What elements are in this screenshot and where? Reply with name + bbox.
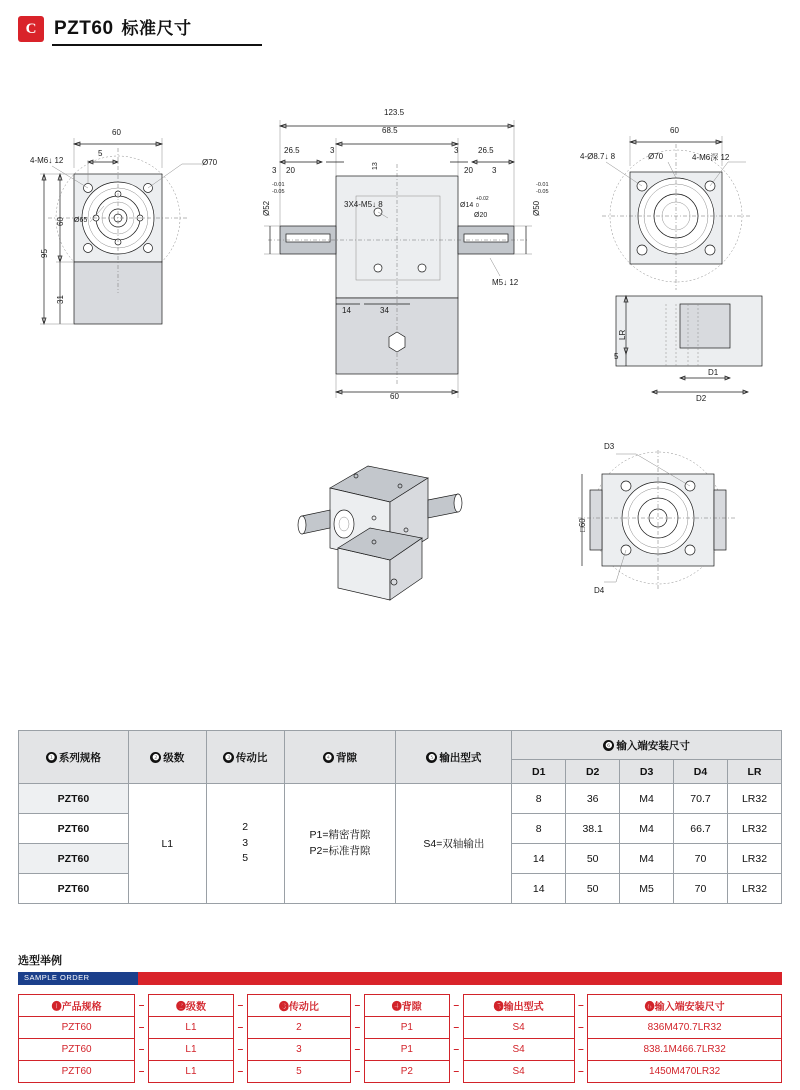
cell-model-3: PZT60: [19, 844, 129, 874]
dim-3-b: 3: [492, 166, 497, 175]
cell-d1-4: 14: [512, 874, 566, 904]
cell-model-4: PZT60: [19, 874, 129, 904]
ratio-value-1: 2: [242, 820, 249, 833]
order-row: [19, 1061, 782, 1083]
dim-95: 95: [40, 249, 49, 258]
dim-d50: Ø50: [532, 200, 541, 216]
order-cell-stage-1: L1: [148, 1017, 233, 1039]
sample-order-bar: [18, 972, 782, 985]
th-d3: D3: [620, 760, 674, 784]
dim-d3: D3: [604, 442, 615, 451]
th-stages-label: 级数: [163, 751, 185, 764]
order-cell-output-1: S4: [463, 1017, 574, 1039]
cell-d2-1: 36: [566, 784, 620, 814]
badge-5: ❺: [428, 753, 436, 763]
order-dash-h4: –: [453, 1000, 460, 1011]
order-cell-model-1: PZT60: [19, 1017, 135, 1039]
cell-d1-2: 8: [512, 814, 566, 844]
cell-d3-3: M4: [620, 844, 674, 874]
page-title-model: PZT60: [54, 18, 114, 39]
order-dash-2c: –: [354, 1044, 361, 1055]
order-cell-model-3: PZT60: [19, 1061, 135, 1083]
spec-table: [18, 730, 782, 904]
order-cell-backlash-2: P1: [364, 1039, 449, 1061]
order-cell-ratio-1: 2: [247, 1017, 350, 1039]
rear-view-drawing: [570, 436, 780, 626]
dim-60-bottom: 60: [390, 392, 399, 401]
dim-d65: Ø65: [74, 217, 88, 224]
th-input-mount: [512, 731, 782, 760]
order-dash-2e: –: [578, 1044, 584, 1055]
badge-4: ❹: [324, 753, 333, 763]
table-row: [19, 784, 782, 814]
dim-4-d87: 4-Ø8.7↓ 8: [580, 152, 616, 161]
order-dash-1a: –: [138, 1022, 145, 1033]
brand-logo-icon: C: [18, 16, 44, 42]
order-cell-ratio-2: 3: [247, 1039, 350, 1061]
dim-3-a: 3: [272, 166, 277, 175]
dim-60-right-top: 60: [670, 126, 679, 135]
cell-d2-3: 50: [566, 844, 620, 874]
cell-output-type: S4=双轴输出: [396, 784, 512, 904]
badge-3: ❸: [224, 753, 232, 763]
dim-13: 13: [372, 162, 379, 170]
cell-lr-2: LR32: [727, 814, 781, 844]
order-dash-1e: –: [578, 1022, 584, 1033]
th-d2: D2: [566, 760, 620, 784]
th-series-label: 系列规格: [58, 751, 101, 764]
cell-model-1: PZT60: [19, 784, 129, 814]
dim-3x4-m5: 3X4-M5↓ 8: [344, 200, 383, 209]
sample-order-table: [18, 994, 782, 1083]
dim-d14: Ø14: [460, 202, 474, 209]
dim-3-right: 3: [454, 146, 459, 155]
badge-1: ❶: [47, 753, 55, 763]
order-row: [19, 1017, 782, 1039]
badge-2: ❷: [152, 753, 160, 763]
tol-d14-upper: +0.02: [476, 196, 489, 202]
cell-backlash: [284, 784, 396, 904]
order-cell-ratio-3: 5: [247, 1061, 350, 1083]
cell-ratios: [206, 784, 284, 904]
cell-d3-4: M5: [620, 874, 674, 904]
order-dash-3e: –: [578, 1066, 584, 1077]
order-cell-mount-2: 838.1M466.7LR32: [588, 1039, 782, 1061]
th-output-type-label: 输出型式: [439, 751, 482, 764]
cell-d3-2: M4: [620, 814, 674, 844]
dim-5-right: 5: [614, 352, 619, 361]
cell-lr-3: LR32: [727, 844, 781, 874]
dim-60-left: 60: [56, 217, 65, 226]
th-stages: [128, 731, 206, 784]
dim-d4: D4: [594, 586, 605, 595]
order-cell-stage-3: L1: [148, 1061, 233, 1083]
dim-31: 31: [56, 295, 65, 304]
order-dash-h1: –: [138, 1000, 145, 1011]
order-th-5: ❺输出型式: [463, 995, 574, 1017]
dim-4-m6-12: 4-M6↓ 12: [30, 156, 64, 165]
dim-14: 14: [342, 306, 351, 315]
th-series: [19, 731, 129, 784]
cell-model-2: PZT60: [19, 814, 129, 844]
th-ratio-label: 传动比: [235, 751, 268, 764]
cell-d4-2: 66.7: [674, 814, 728, 844]
order-dash-1d: –: [453, 1022, 460, 1033]
order-cell-output-3: S4: [463, 1061, 574, 1083]
order-row: [19, 1039, 782, 1061]
order-th-2: ❷级数: [148, 995, 233, 1017]
spec-table-header-row: [19, 731, 782, 760]
cell-d2-4: 50: [566, 874, 620, 904]
isometric-view-drawing: [290, 438, 500, 618]
sample-order-bar-text: SAMPLE ORDER: [24, 973, 90, 982]
dim-20-left: 20: [286, 166, 295, 175]
order-cell-stage-2: L1: [148, 1039, 233, 1061]
page-header: [18, 14, 782, 54]
th-backlash-label: 背隙: [336, 751, 358, 764]
order-dash-1c: –: [354, 1022, 361, 1033]
dim-d70-right: Ø70: [648, 152, 664, 161]
dim-20-right: 20: [464, 166, 473, 175]
cell-d3-1: M4: [620, 784, 674, 814]
cell-d1-1: 8: [512, 784, 566, 814]
tol-d52-upper: -0.01: [272, 182, 285, 188]
order-cell-backlash-1: P1: [364, 1017, 449, 1039]
drawing-area: [0, 68, 800, 628]
dim-square-60: □60: [578, 518, 587, 532]
dim-m5-12: M5↓ 12: [492, 278, 519, 287]
dim-lr: LR: [618, 329, 627, 340]
dim-d1: D1: [708, 368, 719, 377]
tol-d50-upper: -0.01: [536, 182, 549, 188]
side-section-drawing: [260, 108, 560, 408]
dim-26-5-right: 26.5: [478, 146, 494, 155]
th-lr: LR: [727, 760, 781, 784]
th-backlash: [284, 731, 396, 784]
sample-order-section: [18, 952, 782, 1083]
dim-5: 5: [98, 149, 103, 158]
cell-d2-2: 38.1: [566, 814, 620, 844]
cell-stages: L1: [128, 784, 206, 904]
backlash-p2: P2=标准背隙: [309, 844, 371, 857]
cell-d1-3: 14: [512, 844, 566, 874]
front-view-drawing: [30, 118, 240, 408]
order-dash-h2: –: [237, 1000, 244, 1011]
order-header-row: [19, 995, 782, 1017]
badge-6: ❻: [605, 741, 613, 751]
order-dash-3b: –: [237, 1066, 244, 1077]
order-dash-3c: –: [354, 1066, 361, 1077]
order-cell-model-2: PZT60: [19, 1039, 135, 1061]
ratio-value-3: 5: [242, 852, 249, 865]
order-th-3: ❸传动比: [247, 995, 350, 1017]
tol-d52-lower: -0.05: [272, 189, 285, 195]
th-ratio: [206, 731, 284, 784]
dim-68-5: 68.5: [382, 126, 398, 135]
order-dash-h5: –: [578, 1000, 584, 1011]
dim-d52: Ø52: [262, 200, 271, 216]
title-underline: [52, 44, 262, 46]
th-d1: D1: [512, 760, 566, 784]
cell-d4-3: 70: [674, 844, 728, 874]
dim-34: 34: [380, 306, 389, 315]
order-th-6: ❻输入端安装尺寸: [588, 995, 782, 1017]
page-title: [54, 14, 192, 40]
order-th-1: ❶产品规格: [19, 995, 135, 1017]
sample-order-title: 选型举例: [18, 955, 62, 967]
cell-lr-1: LR32: [727, 784, 781, 814]
cell-d4-4: 70: [674, 874, 728, 904]
th-output-type: [396, 731, 512, 784]
order-cell-mount-1: 836M470.7LR32: [588, 1017, 782, 1039]
order-dash-2a: –: [138, 1044, 145, 1055]
order-dash-2b: –: [237, 1044, 244, 1055]
cell-d4-1: 70.7: [674, 784, 728, 814]
dim-3-left: 3: [330, 146, 335, 155]
order-cell-backlash-3: P2: [364, 1061, 449, 1083]
cell-lr-4: LR32: [727, 874, 781, 904]
order-dash-3a: –: [138, 1066, 145, 1077]
th-d4: D4: [674, 760, 728, 784]
order-dash-3d: –: [453, 1066, 460, 1077]
order-cell-output-2: S4: [463, 1039, 574, 1061]
backlash-p1: P1=精密背隙: [309, 828, 371, 841]
dim-26-5-left: 26.5: [284, 146, 300, 155]
dim-d70: Ø70: [202, 158, 218, 167]
dim-d20: Ø20: [474, 212, 488, 219]
dim-4-m6-deep-12: 4-M6深 12: [692, 153, 730, 162]
dim-123-5: 123.5: [384, 108, 405, 117]
order-cell-mount-3: 1450M470LR32: [588, 1061, 782, 1083]
page-title-sub: 标准尺寸: [121, 19, 192, 38]
tol-d50-lower: -0.05: [536, 189, 549, 195]
dim-d2: D2: [696, 394, 707, 403]
dim-60-top: 60: [112, 128, 121, 137]
tol-d14-lower: 0: [476, 203, 479, 209]
right-view-drawing: [580, 118, 790, 418]
order-dash-1b: –: [237, 1022, 244, 1033]
order-dash-h3: –: [354, 1000, 361, 1011]
ratio-value-2: 3: [242, 836, 249, 849]
order-th-4: ❹背隙: [364, 995, 449, 1017]
th-input-mount-label: 输入端安装尺寸: [616, 739, 690, 752]
order-dash-2d: –: [453, 1044, 460, 1055]
spec-table-wrap: [18, 730, 782, 904]
